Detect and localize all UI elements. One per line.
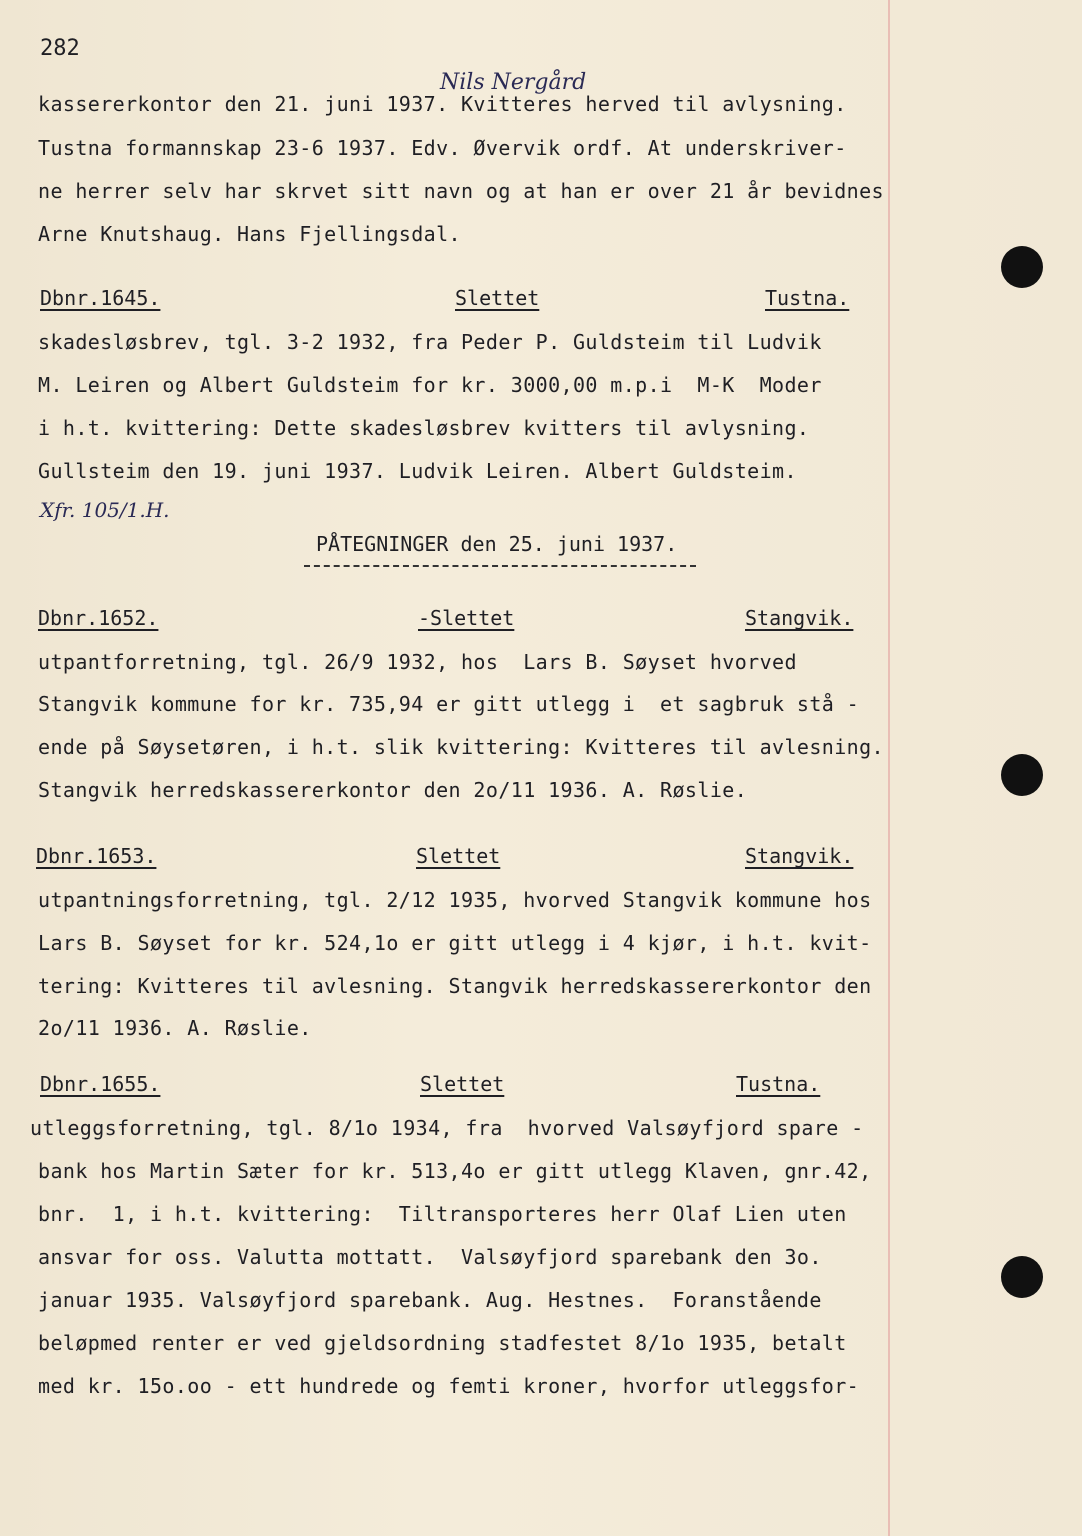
text-line: Arne Knutshaug. Hans Fjellingsdal.: [38, 222, 461, 246]
text-line: tering: Kvitteres til avlesning. Stangvik herredskassererkontor den: [38, 974, 872, 998]
text-line: i h.t. kvittering: Dette skadesløsbrev kvitters til avlysning.: [38, 416, 810, 440]
section-heading: PÅTEGNINGER den 25. juni 1937.: [316, 532, 678, 556]
entry-number: Dbnr.1645.: [40, 286, 161, 310]
text-line: bnr. 1, i h.t. kvittering: Tiltransporteres herr Olaf Lien uten: [38, 1202, 847, 1226]
text-line: beløpmed renter er ved gjeldsordning stadfestet 8/1o 1935, betalt: [38, 1331, 847, 1355]
text-line: Stangvik herredskassererkontor den 2o/11 1936. A. Røslie.: [38, 778, 748, 802]
text-line: bank hos Martin Sæter for kr. 513,4o er gitt utlegg Klaven, gnr.42,: [38, 1159, 872, 1183]
entry-place: Stangvik.: [745, 844, 854, 868]
entry-place: Tustna.: [736, 1072, 821, 1096]
entry-number: Dbnr.1655.: [40, 1072, 161, 1096]
entry-number: Dbnr.1652.: [38, 606, 159, 630]
text-line: utpantforretning, tgl. 26/9 1932, hos Lars B. Søyset hvorved: [38, 650, 797, 674]
text-line: 2o/11 1936. A. Røslie.: [38, 1016, 312, 1040]
text-line: ende på Søysetøren, i h.t. slik kvittering: Kvitteres til avlesning.: [38, 735, 884, 759]
text-line: utpantningsforretning, tgl. 2/12 1935, hvorved Stangvik kommune hos: [38, 888, 872, 912]
handwritten-signature: Nils Nergård: [440, 70, 587, 95]
text-line: ne herrer selv har skrvet sitt navn og at han er over 21 år bevidnes: [38, 179, 884, 203]
punch-hole: [1001, 1256, 1043, 1298]
page-number: 282: [40, 36, 80, 61]
text-line: M. Leiren og Albert Guldsteim for kr. 3000,00 m.p.i M-K Moder: [38, 373, 822, 397]
text-line: Gullsteim den 19. juni 1937. Ludvik Leiren. Albert Guldsteim.: [38, 459, 797, 483]
text-line: januar 1935. Valsøyfjord sparebank. Aug. Hestnes. Foranstående: [38, 1288, 822, 1312]
text-line: Tustna formannskap 23-6 1937. Edv. Øvervik ordf. At underskriver-: [38, 136, 847, 160]
text-line: Lars B. Søyset for kr. 524,1o er gitt utlegg i 4 kjør, i h.t. kvit-: [38, 931, 872, 955]
text-line: Stangvik kommune for kr. 735,94 er gitt utlegg i et sagbruk stå -: [38, 692, 860, 716]
text-line: kassererkontor den 21. juni 1937. Kvitteres herved til avlysning.: [38, 92, 847, 116]
entry-place: Tustna.: [765, 286, 850, 310]
text-line: ansvar for oss. Valutta mottatt. Valsøyfjord sparebank den 3o.: [38, 1245, 822, 1269]
entry-status: Slettet: [455, 286, 540, 310]
entry-place: Stangvik.: [745, 606, 854, 630]
punch-hole: [1001, 246, 1043, 288]
text-line: skadesløsbrev, tgl. 3-2 1932, fra Peder P. Guldsteim til Ludvik: [38, 330, 822, 354]
entry-status: -Slettet: [418, 606, 515, 630]
margin-line: [888, 0, 890, 1536]
text-line: utleggsforretning, tgl. 8/1o 1934, fra hvorved Valsøyfjord spare -: [30, 1116, 864, 1140]
dashed-rule: [304, 565, 696, 567]
entry-number: Dbnr.1653.: [36, 844, 157, 868]
text-line: med kr. 15o.oo - ett hundrede og femti kroner, hvorfor utleggsfor-: [38, 1374, 860, 1398]
punch-hole: [1001, 754, 1043, 796]
marginal-note: Xfr. 105/1.H.: [40, 498, 170, 522]
entry-status: Slettet: [416, 844, 501, 868]
entry-status: Slettet: [420, 1072, 505, 1096]
